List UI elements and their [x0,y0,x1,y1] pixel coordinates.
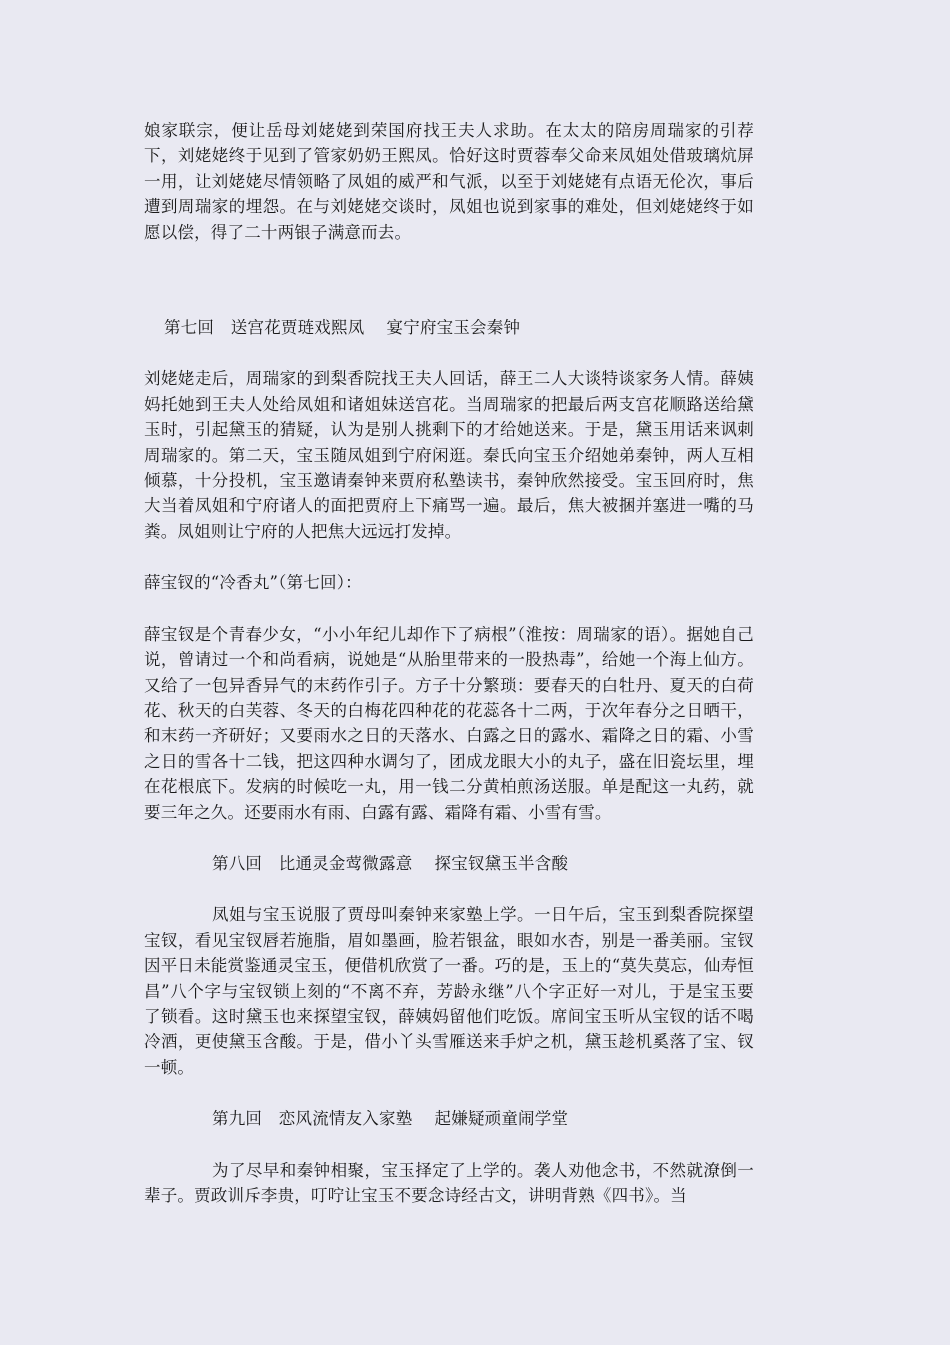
paragraph-intro: 娘家联宗，便让岳母刘姥姥到荣国府找王夫人求助。在太太的陪房周瑞家的引荐下，刘姥姥终于见到了管家奶奶王熙凤。恰好这时贾蓉奉父命来凤姐处借玻璃炕屏一用，让刘姥姥尽情领略了凤姐的威严和气派，以至于刘姥姥有点语无伦次，事后遭到周瑞家的埋怨。在与刘姥姥交谈时，凤姐也说到家事的难处，但刘姥姥终于如愿以偿，得了二十两银子满意而去。 [144,121,754,242]
cold-fragrance-pill-heading: 薛宝钗的“冷香丸”（第七回）： [144,573,362,593]
chapter-9-heading: 第九回 恋风流情友入家塾 起嫌疑顽童闹学堂 [212,1109,569,1129]
chapter-8-heading: 第八回 比通灵金莺微露意 探宝钗黛玉半含酸 [212,853,569,873]
chapter-8-summary: 凤姐与宝玉说服了贾母叫秦钟来家塾上学。一日午后，宝玉到梨香院探望宝钗，看见宝钗唇若施脂，眉如墨画，脸若银盆，眼如水杏，别是一番美丽。宝钗因平日未能赏鉴通灵宝玉，便借机欣赏了一番。巧的是，玉上的“莫失莫忘，仙寿恒昌”八个字与宝钗锁上刻的“不离不弃，芳龄永继”八个字正好一对儿，于是宝玉要了锁看。这时黛玉也来探望宝钗，薛姨妈留他们吃饭。席间宝玉听从宝钗的话不喝冷酒，更使黛玉含酸。于是，借小丫头雪雁送来手炉之机，黛玉趁机奚落了宝、钗一顿。 [144,905,754,1077]
cold-fragrance-pill-text: 薛宝钗是个青春少女，“小小年纪儿却作下了病根”（淮按：周瑞家的语）。据她自己说，曾请过一个和尚看病，说她是“从胎里带来的一股热毒”，给她一个海上仙方。又给了一包异香异气的末药作引子。方子十分繁琐：要春天的白牡丹、夏天的白荷花、秋天的白芙蓉、冬天的白梅花四种花的花蕊各十二两，于次年春分之日晒干，和末药一齐研好；又要雨水之日的天落水、白露之日的露水、霜降之日的霜、小雪之日的雪各十二钱，把这四种水调匀了，团成龙眼大小的丸子，盛在旧瓷坛里，埋在花根底下。发病的时候吃一丸，用一钱二分黄柏煎汤送服。单是配这一丸药，就要三年之久。还要雨水有雨、白露有露、霜降有霜、小雪有雪。 [144,624,754,822]
document-body [144,118,754,1208]
chapter-7-heading: 第七回 送宫花贾琏戏熙凤 宴宁府宝玉会秦钟 [164,318,521,338]
chapter-7-summary: 刘姥姥走后，周瑞家的到梨香院找王夫人回话，薛王二人大谈特谈家务人情。薛姨妈托她到王夫人处给凤姐和诸姐妹送宫花。当周瑞家的把最后两支宫花顺路送给黛玉时，引起黛玉的猜疑，认为是别人挑剩下的才给她送来。于是，黛玉用话来讽刺周瑞家的。第二天，宝玉随凤姐到宁府闲逛。秦氏向宝玉介绍她弟秦钟，两人互相倾慕，十分投机，宝玉邀请秦钟来贾府私塾读书，秦钟欣然接受。宝玉回府时，焦大当着凤姐和宁府诸人的面把贾府上下痛骂一遍。最后，焦大被捆并塞进一嘴的马粪。凤姐则让宁府的人把焦大远远打发掉。 [144,369,754,541]
chapter-9-summary: 为了尽早和秦钟相聚，宝玉择定了上学的。袭人劝他念书，不然就潦倒一辈子。贾政训斥李贵，叮咛让宝玉不要念诗经古文，讲明背熟《四书》。当 [144,1160,754,1205]
